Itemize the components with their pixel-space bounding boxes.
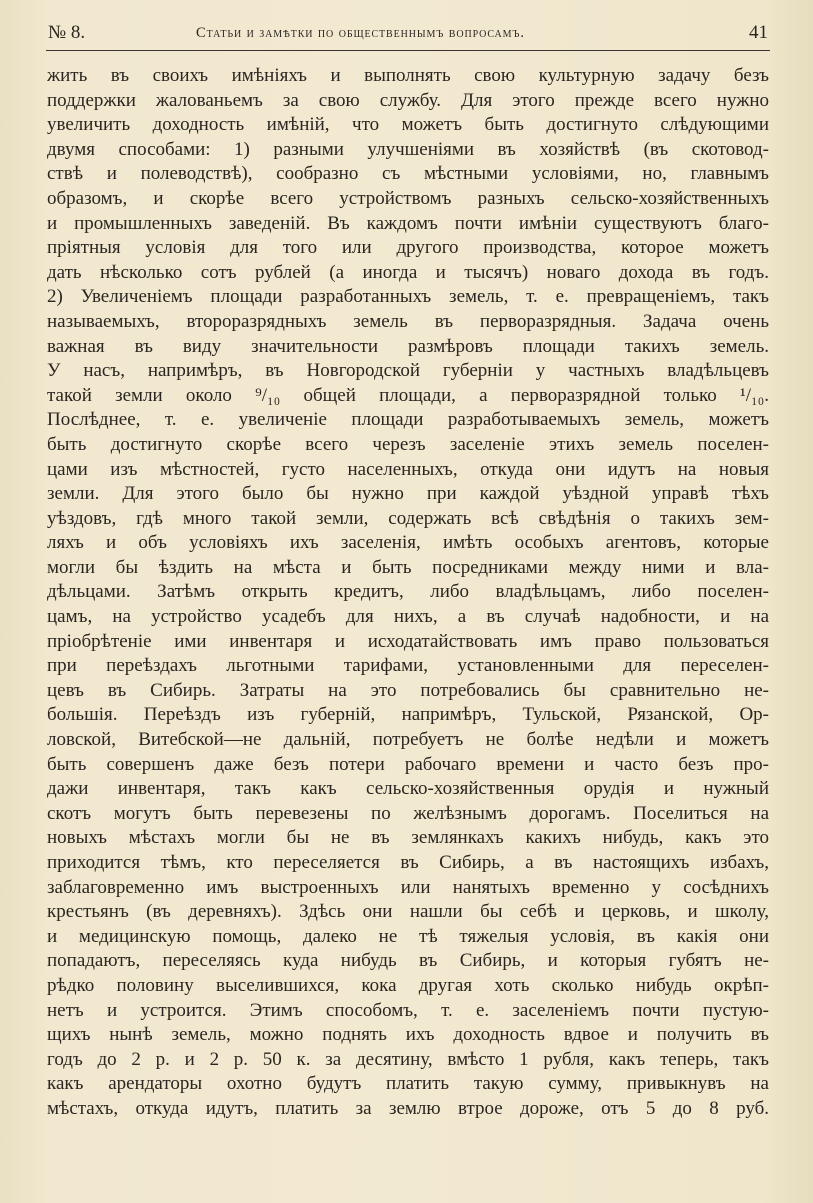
- text-line: дать нѣсколько сотъ рублей (а иногда и тысячъ) новаго дохода въ годъ.: [47, 261, 769, 283]
- text-line: какъ арендаторы охотно будутъ платить такую сумму, привыкнувъ на: [47, 1073, 769, 1095]
- header-rule: [46, 50, 770, 51]
- text-line: быть совершенъ даже безъ потери рабочаго времени и часто безъ про-: [47, 753, 769, 775]
- text-line: уѣздовъ, гдѣ много такой земли, содержать всѣ свѣдѣнія о такихъ зем-: [47, 507, 769, 529]
- text-line: новыхъ мѣстахъ могли бы не въ землянкахъ какихъ нибудь, какъ это: [47, 827, 769, 849]
- text-line: дажи инвентаря, такъ какъ сельско-хозяйственныя орудія и нужный: [47, 778, 769, 800]
- page-header: [48, 22, 768, 48]
- text-line: увеличить доходность имѣній, что можетъ быть достигнуто слѣдующими: [47, 114, 769, 136]
- text-line: называемыхъ, второразрядныхъ земель въ перворазрядныя. Задача очень: [47, 310, 769, 332]
- page-number: 41: [749, 22, 768, 43]
- text-line: земли. Для этого было бы нужно при каждой уѣздной управѣ тѣхъ: [47, 483, 769, 505]
- text-line: поддержки жалованьемъ за свою службу. Для этого прежде всего нужно: [47, 89, 769, 111]
- text-line: и промышленныхъ заведеній. Въ каждомъ почти имѣніи существуютъ благо-: [47, 212, 769, 234]
- text-line: пріятныя условія для того или другого производства, которое можетъ: [47, 237, 769, 259]
- text-line: пріобрѣтеніе ими инвентаря и исходатайствовать имъ право пользоваться: [47, 630, 769, 652]
- text-line: заблаговременно имъ выстроенныхъ или нанятыхъ временно у сосѣднихъ: [47, 876, 769, 898]
- text-line: и медицинскую помощь, далеко не тѣ тяжелыя условія, въ какія они: [47, 925, 769, 947]
- text-line: крестьянъ (въ деревняхъ). Здѣсь они нашли бы себѣ и церковь, и школу,: [47, 901, 769, 923]
- text-line: У насъ, напримѣръ, въ Новгородской губерніи у частныхъ владѣльцевъ: [47, 360, 769, 382]
- text-line: дѣльцами. Затѣмъ открыть кредитъ, либо владѣльцамъ, либо поселен-: [47, 581, 769, 603]
- text-line: 2) Увеличеніемъ площади разработанныхъ земель, т. е. превращеніемъ, такъ: [47, 286, 769, 308]
- text-line: цамъ, на устройство усадебъ для нихъ, а въ случаѣ надобности, и на: [47, 606, 769, 628]
- text-line: быть достигнуто скорѣе всего черезъ заселеніе этихъ земель поселен-: [47, 433, 769, 455]
- text-line: скотъ могутъ быть перевезены по желѣзнымъ дорогамъ. Поселиться на: [47, 802, 769, 824]
- text-line: нетъ и устроится. Этимъ способомъ, т. е. заселеніемъ почти пустую-: [47, 999, 769, 1021]
- text-line: такой земли около ⁹/₁₀ общей площади, а перворазрядной только ¹/₁₀.: [47, 384, 769, 406]
- text-line: Послѣднее, т. е. увеличеніе площади разработываемыхъ земель, можетъ: [47, 409, 769, 431]
- text-line: цевъ въ Сибирь. Затраты на это потребовались бы сравнительно не-: [47, 679, 769, 701]
- text-line: ловской, Витебской—не дальній, потребуетъ не болѣе недѣли и можетъ: [47, 729, 769, 751]
- issue-number: № 8.: [48, 22, 86, 43]
- text-line: большія. Переѣздъ изъ губерній, напримѣръ, Тульской, Рязанской, Ор-: [47, 704, 769, 726]
- text-line: попадаютъ, переселяясь куда нибудь въ Сибирь, и которыя губятъ не-: [47, 950, 769, 972]
- text-line: цами изъ мѣстностей, густо населенныхъ, откуда они идутъ на новыя: [47, 458, 769, 480]
- text-line: жить въ своихъ имѣніяхъ и выполнять свою культурную задачу безъ: [47, 65, 769, 86]
- text-line: важная въ виду значительности размѣровъ площади такихъ земель.: [47, 335, 769, 357]
- text-line: мѣстахъ, откуда идутъ, платить за землю втрое дороже, отъ 5 до 8 руб.: [47, 1097, 769, 1119]
- text-line: при переѣздахъ льготными тарифами, установленными для переселен-: [47, 655, 769, 677]
- text-line: щихъ нынѣ земель, можно поднять ихъ доходность вдвое и получить въ: [47, 1024, 769, 1046]
- text-line: могли бы ѣздить на мѣста и быть посредниками между ними и вла-: [47, 556, 769, 578]
- running-title: Статьи и замѣтки по общественнымъ вопросамъ.: [196, 25, 525, 41]
- body-text: [47, 64, 769, 1122]
- text-line: ляхъ и объ условіяхъ ихъ заселенія, имѣть особыхъ агентовъ, которые: [47, 532, 769, 554]
- text-line: рѣдко половину выселившихся, кока другая хоть сколько нибудь окрѣп-: [47, 974, 769, 996]
- text-line: годъ до 2 р. и 2 р. 50 к. за десятину, вмѣсто 1 рубля, какъ теперь, такъ: [47, 1048, 769, 1070]
- text-line: приходится тѣмъ, кто переселяется въ Сибирь, а въ настоящихъ избахъ,: [47, 852, 769, 873]
- text-line: ствѣ и полеводствѣ), сообразно съ мѣстными условіями, но, главнымъ: [47, 163, 769, 185]
- text-line: двумя способами: 1) разными улучшеніями въ хозяйствѣ (въ скотовод-: [47, 138, 769, 160]
- text-line: образомъ, и скорѣе всего устройствомъ разныхъ сельско-хозяйственныхъ: [47, 187, 769, 209]
